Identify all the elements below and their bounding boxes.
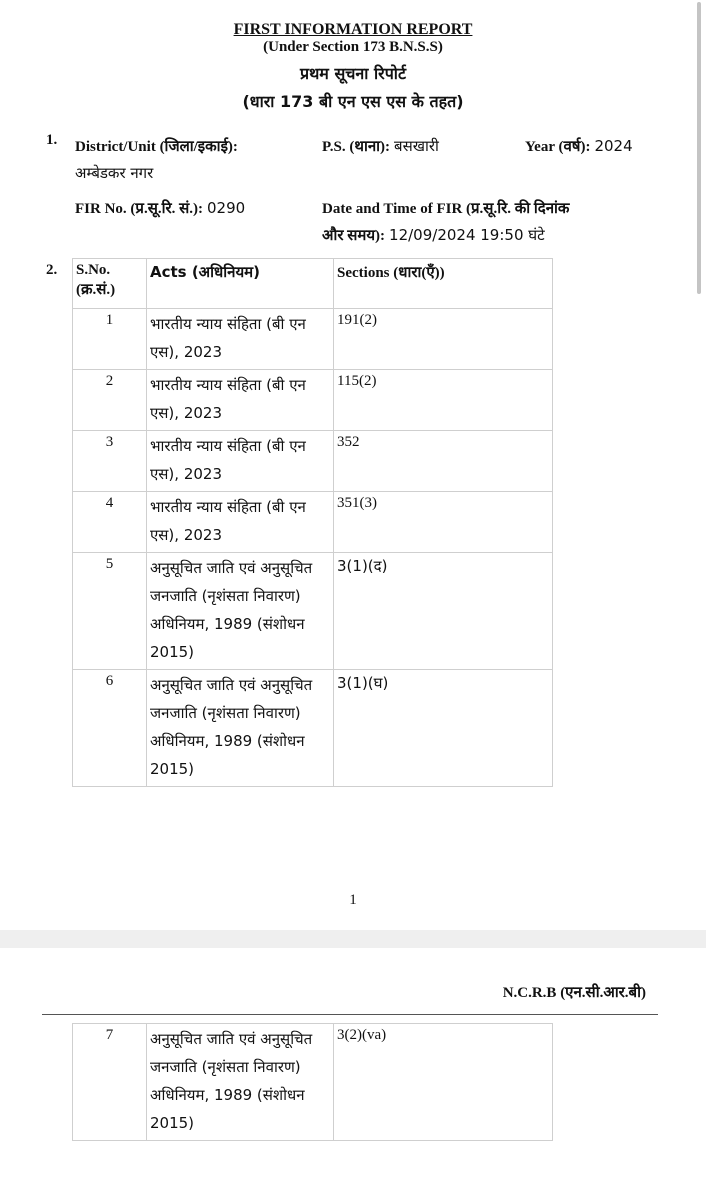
row-act: भारतीय न्याय संहिता (बी एन एस), 2023	[147, 492, 334, 553]
fir-value: 0290	[207, 199, 246, 217]
year-label: Year (वर्ष):	[525, 139, 591, 155]
acts-table	[72, 258, 553, 787]
scrollbar[interactable]	[697, 2, 701, 294]
row-section: 115(2)	[334, 370, 553, 431]
page-separator	[0, 930, 706, 948]
datetime-field	[322, 225, 545, 245]
datetime-label-line1: Date and Time of FIR (प्र.सू.रि. की दिनांक	[322, 201, 570, 217]
row-act: अनुसूचित जाति एवं अनुसूचित जनजाति (नृशंसता निवारण) अधिनियम, 1989 (संशोधन 2015)	[147, 670, 334, 787]
fir-number-field	[75, 198, 245, 218]
row-sno: 6	[73, 670, 147, 787]
row-section: 352	[334, 431, 553, 492]
row-sno: 3	[73, 431, 147, 492]
table-row	[73, 309, 553, 370]
ncrb-header: N.C.R.B (एन.सी.आर.बी)	[502, 985, 646, 1001]
section-1-number: 1.	[46, 132, 58, 148]
report-subtitle-hindi: (धारा 173 बी एन एस एस के तहत)	[242, 92, 464, 111]
page-2	[0, 948, 706, 1180]
row-act: भारतीय न्याय संहिता (बी एन एस), 2023	[147, 309, 334, 370]
report-title: FIRST INFORMATION REPORT	[233, 21, 473, 38]
row-act: अनुसूचित जाति एवं अनुसूचित जनजाति (नृशंसता निवारण) अधिनियम, 1989 (संशोधन 2015)	[147, 1024, 334, 1141]
table-row	[73, 370, 553, 431]
table-row	[73, 431, 553, 492]
row-section: 3(2)(va)	[334, 1024, 553, 1141]
district-value: अम्बेडकर नगर	[75, 164, 154, 182]
acts-table-continued	[72, 1023, 553, 1141]
table-header-row	[73, 259, 553, 309]
row-section: 191(2)	[334, 309, 553, 370]
row-act: अनुसूचित जाति एवं अनुसूचित जनजाति (नृशंसता निवारण) अधिनियम, 1989 (संशोधन 2015)	[147, 553, 334, 670]
datetime-label-line2: और समय):	[322, 228, 386, 244]
fir-label: FIR No. (प्र.सू.रि. सं.):	[75, 201, 203, 217]
year-value: 2024	[594, 137, 633, 155]
header-divider	[42, 1014, 658, 1015]
row-sno: 7	[73, 1024, 147, 1141]
ps-field	[322, 136, 439, 156]
row-section: 351(3)	[334, 492, 553, 553]
section-2-number: 2.	[46, 262, 58, 278]
table-row	[73, 1024, 553, 1141]
table-row	[73, 492, 553, 553]
page-number: 1	[349, 892, 357, 908]
row-act: भारतीय न्याय संहिता (बी एन एस), 2023	[147, 431, 334, 492]
ps-label: P.S. (थाना):	[322, 139, 391, 155]
header-sno: S.No. (क्र.सं.)	[73, 259, 147, 309]
row-section: 3(1)(द)	[334, 553, 553, 670]
table-row	[73, 553, 553, 670]
header-sections: Sections (धारा(एँ))	[334, 259, 553, 309]
row-act: भारतीय न्याय संहिता (बी एन एस), 2023	[147, 370, 334, 431]
district-label: District/Unit (जिला/इकाई):	[75, 139, 238, 155]
row-sno: 1	[73, 309, 147, 370]
table-row	[73, 670, 553, 787]
report-title-hindi: प्रथम सूचना रिपोर्ट	[299, 64, 407, 83]
ps-value: बसखारी	[394, 137, 439, 155]
row-sno: 4	[73, 492, 147, 553]
row-sno: 5	[73, 553, 147, 670]
report-subtitle: (Under Section 173 B.N.S.S)	[263, 39, 443, 55]
header-acts: Acts (अधिनियम)	[147, 259, 334, 309]
row-sno: 2	[73, 370, 147, 431]
row-section: 3(1)(घ)	[334, 670, 553, 787]
year-field	[525, 136, 633, 156]
datetime-value: 12/09/2024 19:50 घंटे	[389, 226, 545, 244]
